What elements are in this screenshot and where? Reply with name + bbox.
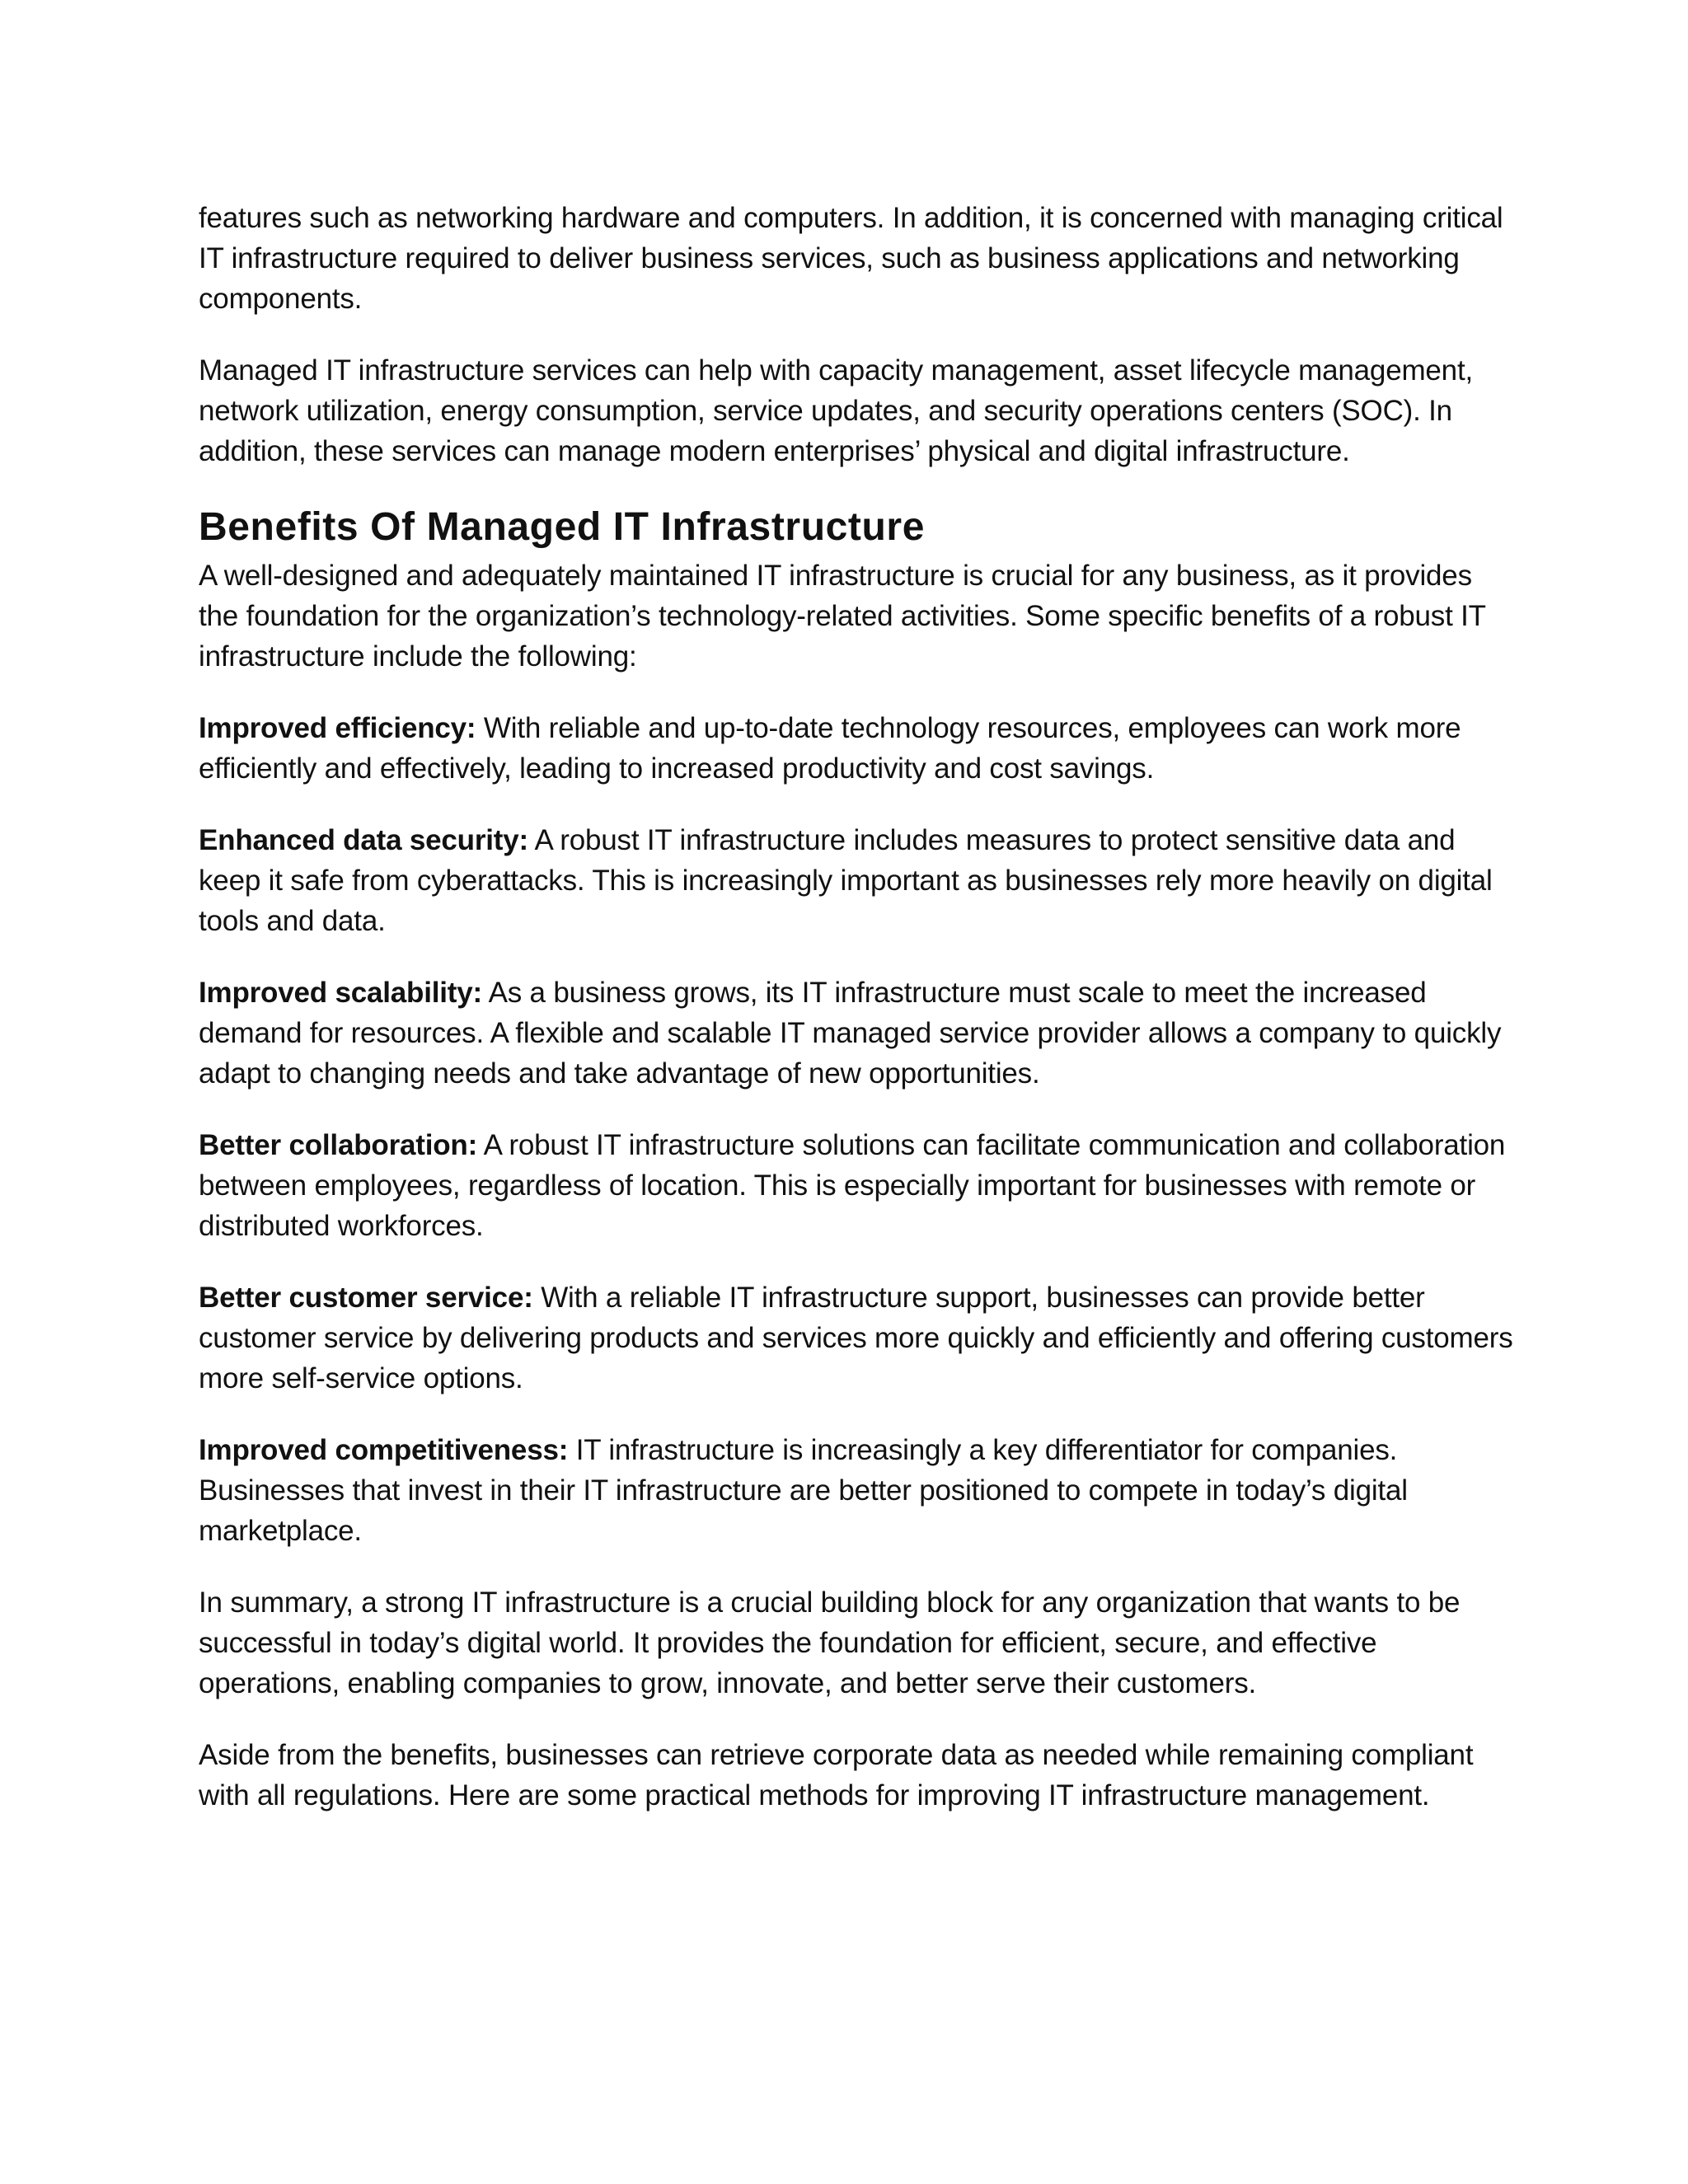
benefit-better-customer-service [199, 1277, 1517, 1399]
benefit-text: With reliable and up-to-date technology resources, employees can work more efficiently and effectively, leading to increased productivity and cost savings. [199, 712, 1461, 785]
document-page [199, 198, 1517, 1847]
benefit-term: Improved competitiveness: [199, 1434, 569, 1466]
benefit-text: As a business grows, its IT infrastructure must scale to meet the increased demand for resources. A flexible and scalable IT managed service provider allows a company to quickly adapt to changing needs and take advantage of new opportunities. [199, 977, 1502, 1090]
benefit-term: Better collaboration: [199, 1129, 478, 1161]
benefit-better-collaboration [199, 1125, 1517, 1246]
benefit-enhanced-data-security [199, 820, 1517, 941]
summary-paragraph: In summary, a strong IT infrastructure is a crucial building block for any organization that wants to be successful in today’s digital world. It provides the foundation for efficient, secure, and effective operations, enabling companies to grow, innovate, and better serve their customers. [199, 1586, 1461, 1699]
benefit-improved-competitiveness [199, 1430, 1517, 1551]
benefit-improved-scalability [199, 972, 1517, 1094]
section-heading: Benefits Of Managed IT Infrastructure [199, 505, 925, 549]
benefit-text: A robust IT infrastructure solutions can facilitate communication and collaboration between employees, regardless of location. This is especially important for businesses with remote or distributed workforces. [199, 1129, 1506, 1242]
benefit-improved-efficiency [199, 708, 1517, 789]
section-lead-paragraph: A well-designed and adequately maintained IT infrastructure is crucial for any business, as it provides the foundation for the organization’s technology-related activities. Some specific benefits of a robust IT infrastructure include the following: [199, 560, 1486, 673]
benefit-text: A robust IT infrastructure includes measures to protect sensitive data and keep it safe from cyberattacks. This is increasingly important as businesses rely more heavily on digital tools and data. [199, 824, 1493, 937]
benefit-term: Enhanced data security: [199, 824, 528, 856]
intro-paragraph-2: Managed IT infrastructure services can help with capacity management, asset lifecycle management, network utilization, energy consumption, service updates, and security operations centers (SOC). In addition, these services can manage modern enterprises’ physical and digital infrastructure. [199, 354, 1473, 467]
benefit-text: With a reliable IT infrastructure support, businesses can provide better customer service by delivering products and services more quickly and efficiently and offering customers more self-service options. [199, 1282, 1513, 1394]
benefit-term: Better customer service: [199, 1282, 533, 1314]
benefit-text: IT infrastructure is increasingly a key differentiator for companies. Businesses that invest in their IT infrastructure are better positioned to compete in today’s digital marketplace. [199, 1434, 1408, 1547]
intro-paragraph-1: features such as networking hardware and computers. In addition, it is concerned with managing critical IT infrastructure required to deliver business services, such as business applications and networking components. [199, 202, 1503, 315]
aside-paragraph: Aside from the benefits, businesses can retrieve corporate data as needed while remaining compliant with all regulations. Here are some practical methods for improving IT infrastructure management. [199, 1739, 1474, 1811]
benefit-term: Improved efficiency: [199, 712, 476, 744]
benefit-term: Improved scalability: [199, 977, 482, 1009]
